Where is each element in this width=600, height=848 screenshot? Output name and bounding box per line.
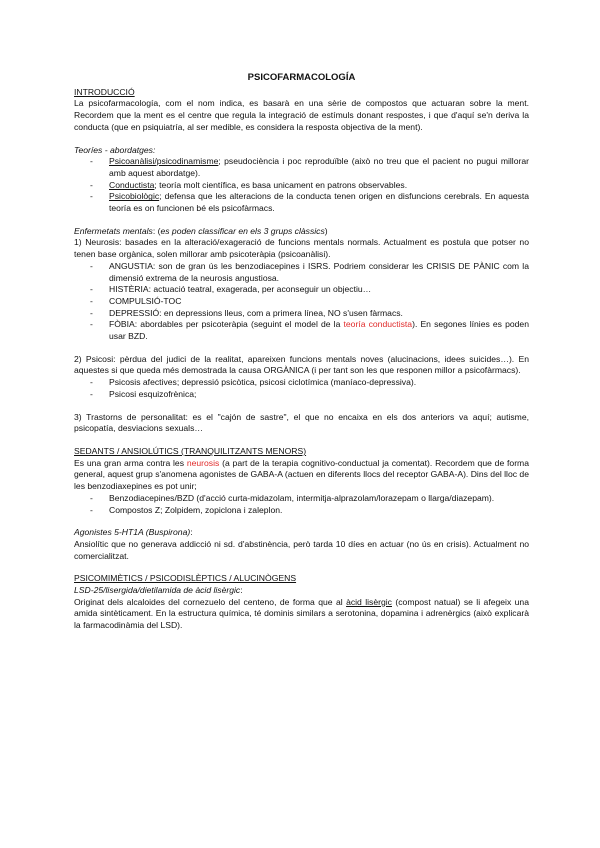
list-item: - FÒBIA: abordables per psicoteràpia (seguint el model de la teoría conductista). En segones línies es poden usar BZD. (74, 319, 529, 342)
list-item: - HISTÈRIA: actuació teatral, exagerada, per aconseguir un objectiu… (74, 284, 529, 296)
underlined-term: àcid lisèrgic (346, 596, 392, 607)
highlight-red: teoría conductista (343, 319, 413, 330)
document-page (74, 72, 529, 632)
list-item: - Compostos Z; Zolpidem, zopiclona i zaleplon. (74, 505, 529, 517)
lsd-paragraph: Originat dels alcaloides del cornezuelo del centeno, de forma que al àcid lisèrgic (compost natual) se li afegeix una amida sintèticament. En la estructura química, té dominis similars a serotonina, dopamina i adrenèrgics (això explicarà la farmacodinàmia del LSD). (74, 596, 529, 631)
list-item (74, 156, 529, 179)
list-item: - Psicosi esquizofrènica; (74, 389, 529, 401)
list-item: - Psicosis afectives; depressió psicòtica, psicosi ciclotímica (maníaco-depressiva). (74, 377, 529, 389)
neurosis-list (74, 261, 529, 343)
agonistes-heading: Agonistes 5-HT1A (Buspirona): (74, 527, 193, 538)
list-item: - COMPULSIÓ-TOC (74, 296, 529, 308)
list-item: - DEPRESSIÓ: en depressions lleus, com a primera línea, NO s'usen fàrmacs. (74, 308, 529, 320)
page-title: PSICOFARMACOLOGÍA (247, 72, 356, 83)
term: Psicoanàlisi/psicodinamisme (109, 156, 219, 167)
term-desc: ; pseudociència i poc reproduïble (això no treu que el pacient no pugui millorar amb aquest abordatge). (109, 156, 529, 178)
enfermetats-heading: Enfermetats mentals: (es poden classificar en els 3 grups clàssics) (74, 225, 328, 236)
intro-paragraph: La psicofarmacología, com el nom indica, es basarà en una sèrie de compostos que actuaran sobre la ment. Recordem que la ment es el centre que regula la integració de estímuls donant respostes, i que d'aquí se'n deriva la conducta (que en psiquiatría, al ser medible, es considera la resposta objectiva de la ment). (74, 98, 529, 132)
intro-heading: INTRODUCCIÓ (74, 86, 135, 97)
sedants-heading: SEDANTS / ANSIOLÚTICS (TRANQUILITZANTS MENORS) (74, 445, 307, 456)
term: Psicobiològic (109, 191, 160, 202)
psicomimetics-heading: PSICOMIMÈTICS / PSICODISLÈPTICS / ALUCINÒGENS (74, 573, 297, 584)
sedants-list (74, 493, 529, 516)
list-item (74, 191, 529, 214)
sedants-paragraph: Es una gran arma contra les neurosis (a part de la terapia cognitivo-conductual ja comentat). Recordem que de forma general, aquest grup s'anomena agonistes de GABA-A (actuen en diferents llocs del receptor GABA-A). Dins del lloc de les benzodiaxepines es pot unir; (74, 457, 529, 492)
trastorns-paragraph: 3) Trastorns de personalitat: es el "cajón de sastre", el que no encaixa en els dos anteriors va aquí; autisme, psicopatía, desviacions sexuals… (74, 411, 529, 434)
term: Conductista (109, 179, 155, 190)
list-item (74, 180, 529, 192)
teories-list (74, 156, 529, 215)
lsd-subheading: LSD-25/lisergida/dietilamida de àcid lisèrgic: (74, 585, 243, 596)
term-desc: ; teoría molt científica, es basa unicament en patrons observables. (154, 179, 408, 190)
term-desc: ; defensa que les alteracions de la conducta tenen origen en disfuncions cerebrals. En aquesta teoría es on funcionen bé els psicofàrmacs. (109, 191, 529, 214)
neurosis-paragraph: 1) Neurosis: basades en la alteració/exageració de funcions mentals normals. Actualment es postula que potser no tenen base orgànica, solen millorar amb psicoteràpia (psicoanàlisi). (74, 237, 529, 260)
list-item: - Benzodiacepines/BZD (d'acció curta-midazolam, intermitja-alprazolam/lorazepam o llarga/diazepam). (74, 493, 529, 505)
highlight-red: neurosis (186, 457, 220, 468)
psicosi-paragraph: 2) Psicosi: pèrdua del judici de la realitat, apareixen funcions mentals noves (alucinacions, idees suicides…). En aquestes si que queda més demostrada la causa ORGÀNICA (i per tant son les que responen millor a psicofàrmacs). (74, 353, 529, 376)
agonistes-paragraph: Ansiolític que no generava addicció ni sd. d'abstinència, però tarda 10 díes en actuar (no ús en crisis). Actualment no comercialitzat. (74, 538, 529, 561)
teories-heading: Teoríes - abordatges: (74, 144, 156, 155)
list-item: - ANGUSTIA: son de gran ús les benzodiacepines i ISRS. Podriem considerar les CRISIS DE PÀNIC com la dimensió extrema de la neurosis angustiosa. (74, 261, 529, 284)
psicosi-list (74, 377, 529, 400)
